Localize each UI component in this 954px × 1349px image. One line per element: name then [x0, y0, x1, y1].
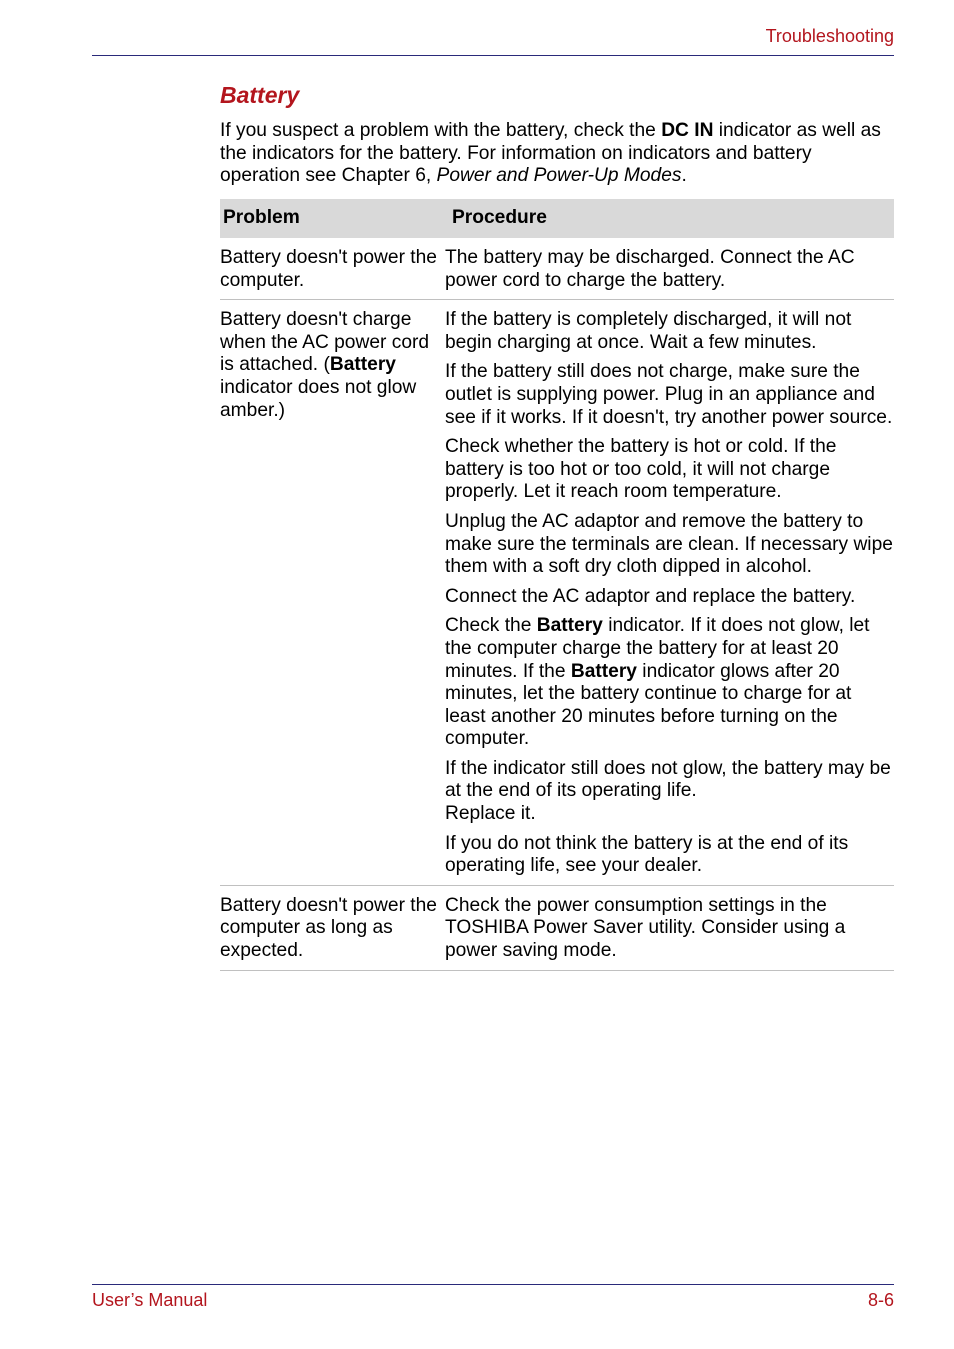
- intro-bold-dc-in: DC IN: [661, 120, 714, 141]
- problem-text: Battery doesn't power the computer.: [220, 247, 437, 291]
- p6-text-2: indicator. If it does not glow, let the computer charge the battery for at least 20 minutes. If the: [445, 615, 870, 682]
- header-rule: [92, 55, 894, 56]
- intro-text-1: If you suspect a problem with the battery, check the: [220, 120, 662, 141]
- procedure-paragraph: [445, 615, 894, 751]
- procedure-paragraph: If the battery is completely discharged, it will not begin charging at once. Wait a few minutes.: [445, 309, 852, 353]
- table-row: [220, 238, 894, 300]
- problem-cell: [220, 238, 445, 300]
- procedure-text: The battery may be discharged. Connect the AC power cord to charge the battery.: [445, 247, 855, 291]
- intro-paragraph: [220, 120, 894, 188]
- procedure-text: Check the power consumption settings in the TOSHIBA Power Saver utility. Consider using a power saving mode.: [445, 894, 846, 962]
- procedure-paragraph: Connect the AC adaptor and replace the battery.: [445, 585, 856, 607]
- table-header-row: [220, 199, 894, 238]
- procedure-cell: [445, 238, 894, 300]
- header-problem: Problem: [220, 199, 445, 238]
- problem-cell: [220, 300, 445, 886]
- procedure-paragraph: [445, 758, 894, 826]
- problem-text-1: Battery doesn't charge when the AC power cord is attached. (: [220, 309, 430, 376]
- procedure-cell: [445, 885, 894, 970]
- procedure-paragraph: Check whether the battery is hot or cold. If the battery is too hot or too cold, it will not charge properly. Let it reach room temperature.: [445, 436, 837, 503]
- section-title: Battery: [220, 82, 300, 108]
- problem-text-2: indicator does not glow amber.): [220, 376, 417, 421]
- table-row: [220, 885, 894, 970]
- p6-text-3: indicator glows after 20 minutes, let the battery continue to charge for at least another 20 minutes before turning on the computer.: [445, 660, 852, 750]
- table-row: [220, 300, 894, 886]
- header-procedure: Procedure: [445, 199, 894, 238]
- problem-text: [220, 309, 445, 422]
- procedure-paragraph: Unplug the AC adaptor and remove the battery to make sure the terminals are clean. If necessary wipe them with a soft dry cloth dipped in alcohol.: [445, 510, 893, 578]
- problem-bold-battery: Battery: [329, 354, 396, 376]
- problem-cell: [220, 885, 445, 970]
- intro-text-3: .: [681, 165, 687, 187]
- troubleshooting-table: [220, 199, 894, 971]
- intro-text-2: indicator as well as the indicators for the battery. For information on indicators and battery operation see Chapter 6,: [220, 120, 881, 187]
- page-number: 8-6: [867, 1290, 894, 1310]
- p6-text-1: Check the: [445, 615, 537, 637]
- running-header: Troubleshooting: [765, 26, 894, 46]
- problem-text: Battery doesn't power the computer as long as expected.: [220, 894, 437, 962]
- footer-manual-title: User’s Manual: [92, 1290, 208, 1310]
- intro-italic-chapter: Power and Power-Up Modes: [436, 165, 682, 187]
- footer-rule: [92, 1284, 894, 1285]
- procedure-paragraph: If the battery still does not charge, make sure the outlet is supplying power. Plug in an appliance and see if it works. If it doesn't, try another power source.: [445, 361, 893, 428]
- procedure-cell: [445, 300, 894, 886]
- p6-bold-2: Battery: [570, 660, 637, 682]
- p6-bold-1: Battery: [536, 615, 603, 637]
- p7-line-2: Replace it.: [445, 803, 536, 825]
- procedure-paragraph: If you do not think the battery is at the end of its operating life, see your dealer.: [445, 832, 849, 877]
- p7-line-1: If the indicator still does not glow, the battery may be at the end of its operating life.: [445, 757, 891, 802]
